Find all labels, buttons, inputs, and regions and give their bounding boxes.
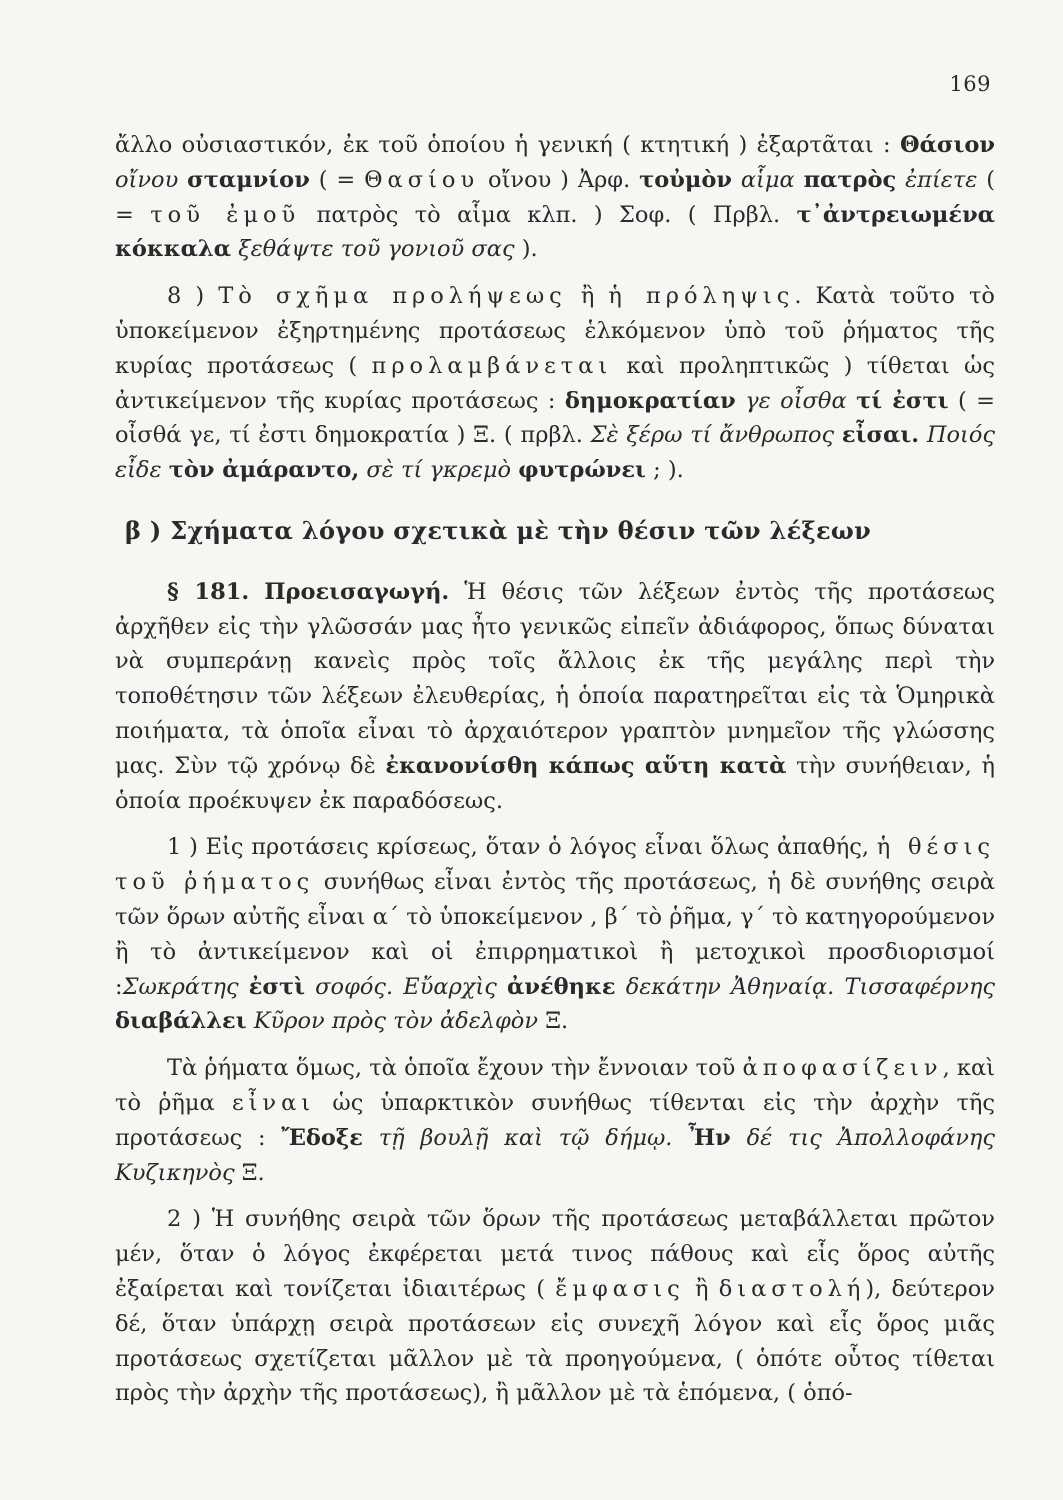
- section-title: Προεισαγωγή.: [264, 578, 450, 605]
- paragraph-introduction: § 181. Προεισαγωγή. Ἡ θέσις τῶν λέξεων ἐντὸς τῆς προτάσεως ἀρχῆθεν εἰς τὴν γλῶσσάν μας ἦτο γενικῶς εἰπεῖν ἀδιάφορος, ὅπως δύναται νὰ συμπεράνῃ κανεὶς πρὸς τοῖς ἄλλοις ἐκ τῆς μεγάλης περὶ τὴν τοποθέτησιν τῶν λέξεων ἐλευθερίας, ἡ ὁποία παρατηρεῖται εἰς τὰ Ὁμηρικὰ ποιήματα, τὰ ὁποῖα εἶναι τὸ ἀρχαιότερον γραπτὸν μνημεῖον τῆς γλώσσης μας. Σὺν τῷ χρόνῳ δὲ ἐκανονίσθη κάπως αὕτη κατὰ τὴν συνήθειαν, ἡ ὁποία προέκυψεν ἐκ παραδόσεως.: [115, 578, 996, 814]
- paragraph-verbs-of-deciding: Τὰ ῥήματα ὅμως, τὰ ὁποῖα ἔχουν τὴν ἔννοιαν τοῦ ἀποφασίζειν, καὶ τὸ ῥῆμα εἶναι ὡς ὑπαρκτικὸν συνήθως τίθενται εἰς τὴν ἀρχὴν τῆς προτάσεως : Ἔδοξε τῇ βουλῇ καὶ τῷ δήμῳ. Ἦν δέ τις Ἀπολλοφάνης Κυζικηνὸς Ξ.: [115, 1055, 996, 1186]
- paragraph-rule-2: 2 ) Ἡ συνήθης σειρὰ τῶν ὅρων τῆς προτάσεως μεταβάλλεται πρῶτον μέν, ὅταν ὁ λόγος ἐκφέρεται μετά τινος πάθους καὶ εἷς ὅρος αὐτῆς ἐξαίρεται καὶ τονίζεται ἰδιαιτέρως ( ἔμφασις ἢ διαστολή), δεύτερον δέ, ὅταν ὑπάρχῃ σειρὰ προτάσεων εἰς συνεχῆ λόγον καὶ εἷς ὅρος μιᾶς προτάσεως σχετίζεται μᾶλλον μὲ τὰ προηγούμενα, ( ὁπότε οὗτος τίθεται πρὸς τὴν ἀρχὴν τῆς προτάσεως), ἢ μᾶλλον μὲ τὰ ἑπόμενα, ( ὁπό-: [115, 1206, 995, 1407]
- paragraph-genitive-example: ἄλλο οὐσιαστικόν, ἐκ τοῦ ὁποίου ἡ γενική ( κτητική ) ἐξαρτᾶται : Θάσιον οἴνου σταμνίον ( = Θασίου οἴνου ) Ἀρφ. τοὐμὸν αἷμα πατρὸς ἐπίετε ( = τοῦ ἐμοῦ πατρὸς τὸ αἷμα κλπ. ) Σοφ. ( Πρβλ. τ᾽ἀντρειωμένα κόκκαλα ξεθάψτε τοῦ γονιοῦ σας ).: [115, 132, 996, 263]
- paragraph-rule-1: 1 ) Εἰς προτάσεις κρίσεως, ὅταν ὁ λόγος εἶναι ὅλως ἀπαθής, ἡ θέσις τοῦ ῥήματος συνήθως εἶναι ἐντὸς τῆς προτάσεως, ἡ δὲ συνήθης σειρὰ τῶν ὅρων αὐτῆς εἶναι α΄ τὸ ὑποκείμενον , β΄ τὸ ῥῆμα, γ΄ τὸ κατηγορούμενον ἢ τὸ ἀντικείμενον καὶ οἱ ἐπιρρηματικοὶ ἢ μετοχικοὶ προσδιορισμοί :Σωκράτης ἐστὶ σοφός. Εὔαρχὶς ἀνέθηκε δεκάτην Ἀθηναίᾳ. Τισσαφέρνης διαβάλλει Κῦρον πρὸς τὸν ἀδελφὸν Ξ.: [115, 834, 996, 1035]
- section-number: § 181.: [167, 578, 250, 605]
- paragraph-prolepsis: 8 ) Τὸ σχῆμα προλήψεως ἢ ἡ πρόληψις. Κατὰ τοῦτο τὸ ὑποκείμενον ἐξηρτημένης προτάσεως ἑλκόμενον ὑπὸ τοῦ ῥήματος τῆς κυρίας προτάσεως ( προλαμβάνεται καὶ προληπτικῶς ) τίθεται ὡς ἀντικείμενον τῆς κυρίας προτάσεως : δημοκρατίαν γε οἶσθα τί ἐστι ( = οἶσθά γε, τί ἐστι δημοκρατία ) Ξ. ( πρβλ. Σὲ ξέρω τί ἄνθρωπος εἶσαι. Ποιός εἶδε τὸν ἀμάραντο, σὲ τί γκρεμὸ φυτρώνει ; ).: [115, 283, 996, 484]
- section-heading: β ) Σχήματα λόγου σχετικὰ μὲ τὴν θέσιν τῶν λέξεων: [125, 515, 872, 545]
- body-text: [115, 128, 995, 1411]
- page-number: 169: [949, 72, 991, 96]
